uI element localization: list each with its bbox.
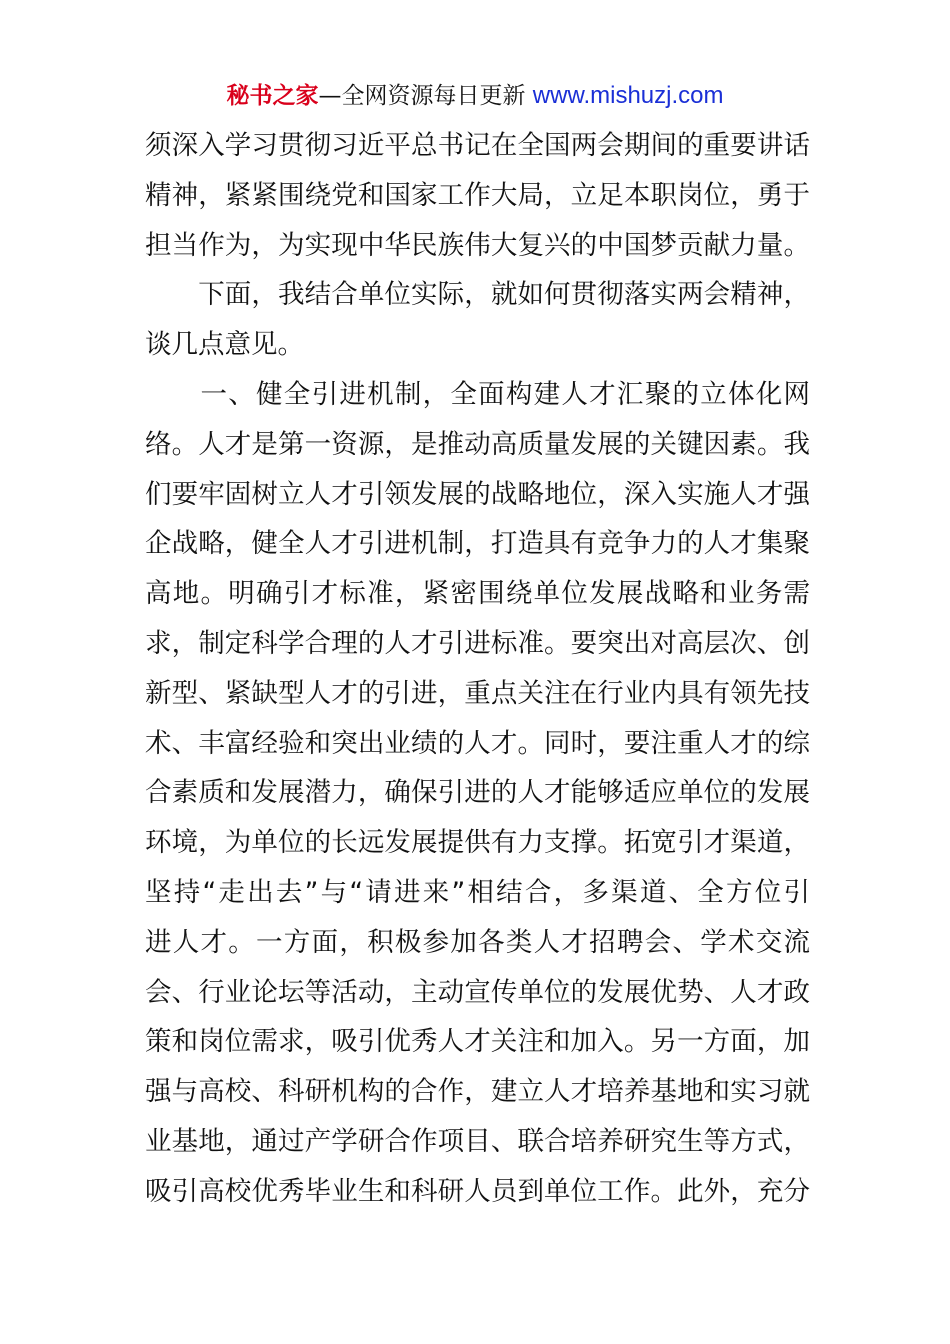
body-line: 环境，为单位的长远发展提供有力支撑。拓宽引才渠道，: [145, 827, 810, 859]
body-line: 策和岗位需求，吸引优秀人才关注和加入。另一方面，加: [145, 1026, 810, 1058]
body-line: 合素质和发展潜力，确保引进的人才能够适应单位的发展: [145, 777, 810, 809]
body-line: 新型、紧缺型人才的引进，重点关注在行业内具有领先技: [145, 677, 810, 709]
body-line: 强与高校、科研机构的合作，建立人才培养基地和实习就: [145, 1076, 810, 1108]
body-line: 企战略，健全人才引进机制，打造具有竞争力的人才集聚: [145, 528, 810, 560]
body-line: 进人才。一方面，积极参加各类人才招聘会、学术交流: [145, 926, 810, 958]
body-line: 坚持“走出去”与“请进来”相结合，多渠道、全方位引: [145, 876, 810, 908]
body-line: 求，制定科学合理的人才引进标准。要突出对高层次、创: [145, 627, 810, 659]
body-line: 高地。明确引才标准，紧密围绕单位发展战略和业务需: [145, 578, 810, 610]
body-line: 精神，紧紧围绕党和国家工作大局，立足本职岗位，勇于: [145, 179, 810, 211]
body-line: 络。人才是第一资源，是推动高质量发展的关键因素。我: [145, 428, 810, 460]
brand-name: 秘书之家: [226, 83, 319, 109]
body-line: 一、健全引进机制，全面构建人才汇聚的立体化网: [145, 378, 810, 410]
site-url-link[interactable]: www.mishuzj.com: [532, 82, 724, 109]
body-line: 担当作为，为实现中华民族伟大复兴的中国梦贡献力量。: [145, 229, 810, 261]
site-header: [0, 81, 950, 111]
body-line: 吸引高校优秀毕业生和科研人员到单位工作。此外，充分: [145, 1175, 810, 1207]
body-line: 会、行业论坛等活动，主动宣传单位的发展优势、人才政: [145, 976, 810, 1008]
body-line: 谈几点意见。: [145, 329, 304, 361]
header-slogan: —全网资源每日更新: [318, 83, 533, 109]
body-line: 下面，我结合单位实际，就如何贯彻落实两会精神，: [145, 279, 810, 311]
body-line: 须深入学习贯彻习近平总书记在全国两会期间的重要讲话: [145, 130, 810, 161]
body-line: 们要牢固树立人才引领发展的战略地位，深入实施人才强: [145, 478, 810, 510]
body-line: 业基地，通过产学研合作项目、联合培养研究生等方式，: [145, 1125, 810, 1157]
body-line: 术、丰富经验和突出业绩的人才。同时，要注重人才的综: [145, 727, 810, 759]
document-body: [145, 121, 810, 1217]
